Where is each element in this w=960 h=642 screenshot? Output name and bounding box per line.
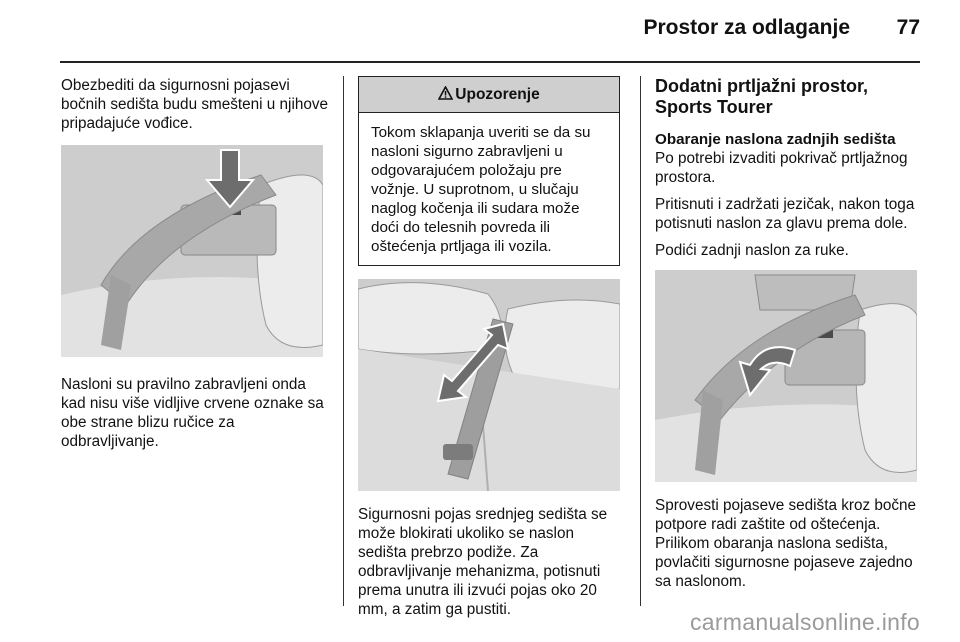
seatbelt-guide-illustration — [61, 145, 323, 357]
page-header — [0, 0, 960, 64]
headrest-fold-illustration — [655, 270, 917, 482]
middle-seatbelt-illustration — [358, 279, 620, 491]
warning-triangle-icon — [438, 77, 453, 113]
col1-paragraph-2: Nasloni su pravilno zabravljeni onda kad nisu više vidljive crvene oznake sa obe strane blizu ručice za odbravljivanje. — [61, 376, 324, 450]
watermark: carmanualsonline.info — [689, 609, 920, 635]
page-title: Prostor za odlaganje — [643, 16, 850, 39]
col3-paragraph-2: Pritisnuti i zadržati jezičak, nakon toga potisnuti naslon za glavu prema dole. — [655, 196, 915, 232]
col3-paragraph-3: Podići zadnji naslon za ruke. — [655, 242, 849, 259]
page-number: 77 — [896, 16, 920, 39]
col3-paragraph-4: Sprovesti pojaseve sedišta kroz bočne potpore radi zaštite od oštećenja. Prilikom obaranja naslona sedišta, povlačiti sigurnosne pojaseve zajedno sa naslonom. — [655, 497, 917, 590]
column-divider-1 — [343, 76, 344, 606]
warning-title: Upozorenje — [455, 86, 540, 103]
warning-text: Tokom sklapanja uveriti se da su nasloni sigurno zabravljeni u odgovarajućem položaju pre vožnje. U suprotnom, u slučaju naglog kočenja ili sudara može doći do telesnih povreda ili oštećenja prtljaga ili vozila. — [371, 124, 591, 255]
col3-paragraph-1: Po potrebi izvaditi pokrivač prtljažnog prostora. — [655, 150, 908, 186]
section-heading: Dodatni prtljažni prostor, Sports Tourer — [655, 76, 869, 117]
col1-paragraph-1: Obezbediti da sigurnosni pojasevi bočnih sedišta budu smešteni u njihove pripadajuće vođice. — [61, 77, 329, 132]
column-2 — [358, 76, 624, 627]
column-1 — [61, 76, 329, 459]
column-divider-2 — [640, 76, 641, 606]
header-divider — [60, 61, 920, 63]
warning-box — [358, 76, 620, 266]
column-3 — [655, 76, 923, 599]
col2-paragraph-1: Sigurnosni pojas srednjeg sedišta se može blokirati ukoliko se naslon sedišta prebrzo podiže. Za odbravljivanje mehanizma, potisnuti prema unutra ili izvući pojas oko 20 mm, a zatim ga pustiti. — [358, 506, 608, 618]
section-subheading: Obaranje naslona zadnjih sedišta — [655, 131, 896, 148]
warning-header — [359, 77, 619, 113]
